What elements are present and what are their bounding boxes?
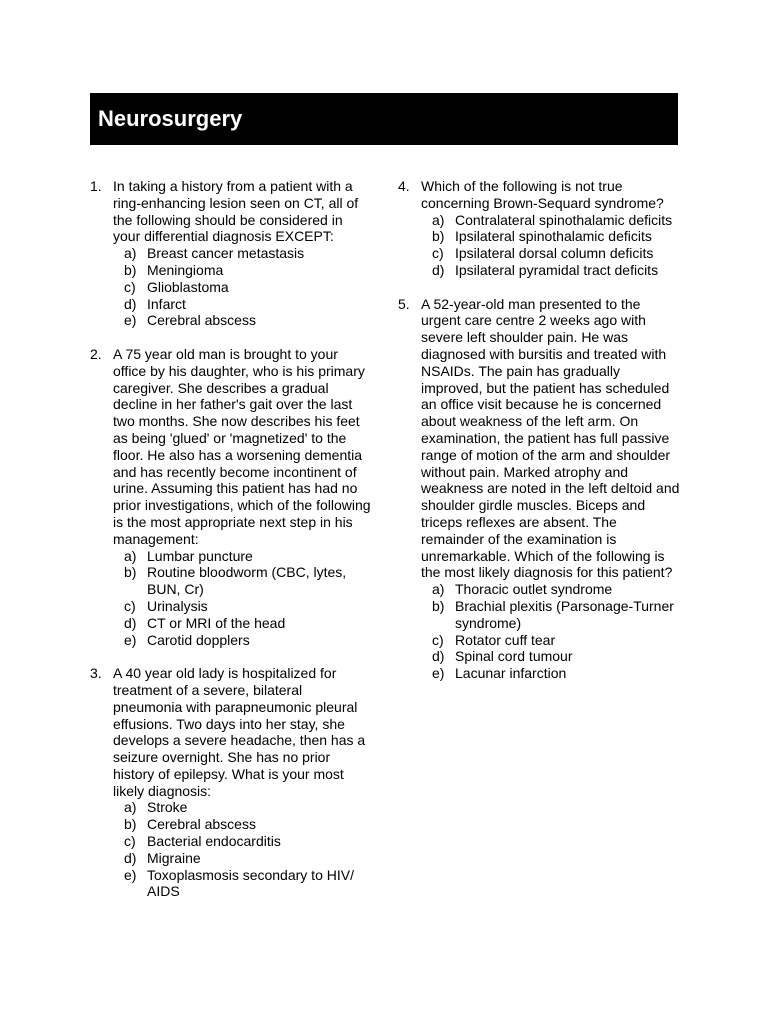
question-number: 3. xyxy=(90,665,102,682)
answer-option xyxy=(113,598,372,615)
answer-option xyxy=(113,615,372,632)
option-text: Toxoplasmosis secondary to HIV/ AIDS xyxy=(147,866,354,900)
option-letter: e) xyxy=(124,631,137,648)
answer-option xyxy=(113,850,372,867)
option-text: Stroke xyxy=(147,799,188,816)
answer-options xyxy=(113,548,372,649)
answer-option xyxy=(113,312,372,329)
answer-option xyxy=(421,212,682,229)
option-text: Cerebral abscess xyxy=(147,816,256,833)
option-letter: a) xyxy=(432,581,445,598)
answer-option xyxy=(113,564,372,598)
question-4 xyxy=(398,178,682,279)
option-letter: b) xyxy=(124,816,137,833)
option-text: Ipsilateral dorsal column deficits xyxy=(455,245,654,262)
answer-option xyxy=(113,867,372,901)
option-text: Infarct xyxy=(147,295,186,312)
answer-option xyxy=(113,548,372,565)
option-text: Thoracic outlet syndrome xyxy=(455,581,613,598)
title-banner xyxy=(90,93,678,145)
option-letter: b) xyxy=(432,597,445,614)
answer-option xyxy=(113,799,372,816)
answer-option xyxy=(421,598,682,632)
option-text: Routine bloodworm (CBC, lytes, BUN, Cr) xyxy=(147,564,347,598)
option-letter: b) xyxy=(124,564,137,581)
option-text: Cerebral abscess xyxy=(147,312,256,329)
option-letter: c) xyxy=(432,631,444,648)
answer-option xyxy=(421,632,682,649)
option-letter: d) xyxy=(124,295,137,312)
option-text: Bacterial endocarditis xyxy=(147,833,281,850)
option-letter: a) xyxy=(124,245,137,262)
option-letter: c) xyxy=(432,245,444,262)
option-text: Ipsilateral spinothalamic deficits xyxy=(455,228,652,245)
option-letter: c) xyxy=(124,833,136,850)
page-title: Neurosurgery xyxy=(98,106,243,131)
question-5 xyxy=(398,296,682,682)
option-text: Carotid dopplers xyxy=(147,631,250,648)
question-2 xyxy=(90,346,372,648)
answer-option xyxy=(421,665,682,682)
answer-option xyxy=(113,833,372,850)
answer-option xyxy=(113,262,372,279)
answer-options xyxy=(113,245,372,329)
answer-option xyxy=(113,245,372,262)
answer-option xyxy=(421,648,682,665)
answer-option xyxy=(113,296,372,313)
answer-options xyxy=(113,799,372,900)
option-letter: e) xyxy=(124,866,137,883)
option-text: Spinal cord tumour xyxy=(455,648,573,665)
option-letter: a) xyxy=(432,211,445,228)
question-stem: A 75 year old man is brought to your office by his daughter, who is his primary caregiver. She describes a gradual decline in her father's gait over the last two months. She now describes his feet as being 'glued' or 'magnetized' to the floor. He also has a worsening dementia and has recently become incontinent of urine. Assuming this patient has had no prior investigations, which of the following is the most appropriate next step in his management: xyxy=(113,345,371,547)
question-number: 5. xyxy=(398,295,410,312)
question-1 xyxy=(90,178,372,329)
option-text: Lacunar infarction xyxy=(455,665,567,682)
answer-option xyxy=(421,581,682,598)
option-letter: c) xyxy=(124,278,136,295)
question-number: 4. xyxy=(398,178,410,194)
question-stem: Which of the following is not true concerning Brown-Sequard syndrome? xyxy=(421,178,664,211)
option-text: Ipsilateral pyramidal tract deficits xyxy=(455,261,659,278)
option-letter: b) xyxy=(124,261,137,278)
option-letter: a) xyxy=(124,799,137,816)
option-text: CT or MRI of the head xyxy=(147,614,286,631)
question-stem: In taking a history from a patient with a ring-enhancing lesion seen on CT, all of the following should be considered in your differential diagnosis EXCEPT: xyxy=(113,178,359,245)
question-number: 1. xyxy=(90,178,102,194)
answer-option xyxy=(421,228,682,245)
option-text: Migraine xyxy=(147,849,201,866)
option-text: Urinalysis xyxy=(147,597,208,614)
option-letter: c) xyxy=(124,597,136,614)
option-text: Brachial plexitis (Parsonage-Turner syndrome) xyxy=(455,597,674,631)
option-letter: d) xyxy=(124,849,137,866)
answer-option xyxy=(113,816,372,833)
option-letter: e) xyxy=(432,665,445,682)
option-text: Meningioma xyxy=(147,261,224,278)
question-3 xyxy=(90,665,372,900)
answer-option xyxy=(113,279,372,296)
option-letter: e) xyxy=(124,312,137,329)
option-letter: a) xyxy=(124,547,137,564)
question-stem: A 52-year-old man presented to the urgent care centre 2 weeks ago with severe left shoulder pain. He was diagnosed with bursitis and treated with NSAIDs. The pain has gradually improved, but the patient has scheduled an office visit because he is concerned about weakness of the left arm. On examination, the patient has full passive range of motion of the arm and shoulder without pain. Marked atrophy and weakness are noted in the left deltoid and shoulder girdle muscles. Biceps and triceps reflexes are absent. The remainder of the examination is unremarkable. Which of the following is the most likely diagnosis for this patient? xyxy=(421,295,680,581)
option-text: Contralateral spinothalamic deficits xyxy=(455,211,673,228)
left-column xyxy=(90,178,372,900)
right-column xyxy=(398,178,682,682)
answer-option xyxy=(421,262,682,279)
question-number: 2. xyxy=(90,345,102,362)
option-letter: d) xyxy=(124,614,137,631)
option-letter: b) xyxy=(432,228,445,245)
option-text: Glioblastoma xyxy=(147,278,229,295)
option-letter: d) xyxy=(432,261,445,278)
question-stem: A 40 year old lady is hospitalized for treatment of a severe, bilateral pneumonia with parapneumonic pleural effusions. Two days into her stay, she develops a severe headache, then has a seizure overnight. She has no prior history of epilepsy. What is your most likely diagnosis: xyxy=(113,665,366,799)
answer-options xyxy=(421,212,682,279)
answer-option xyxy=(113,632,372,649)
option-text: Breast cancer metastasis xyxy=(147,245,305,262)
option-text: Lumbar puncture xyxy=(147,547,253,564)
answer-option xyxy=(421,245,682,262)
answer-options xyxy=(421,581,682,682)
option-letter: d) xyxy=(432,648,445,665)
option-text: Rotator cuff tear xyxy=(455,631,556,648)
